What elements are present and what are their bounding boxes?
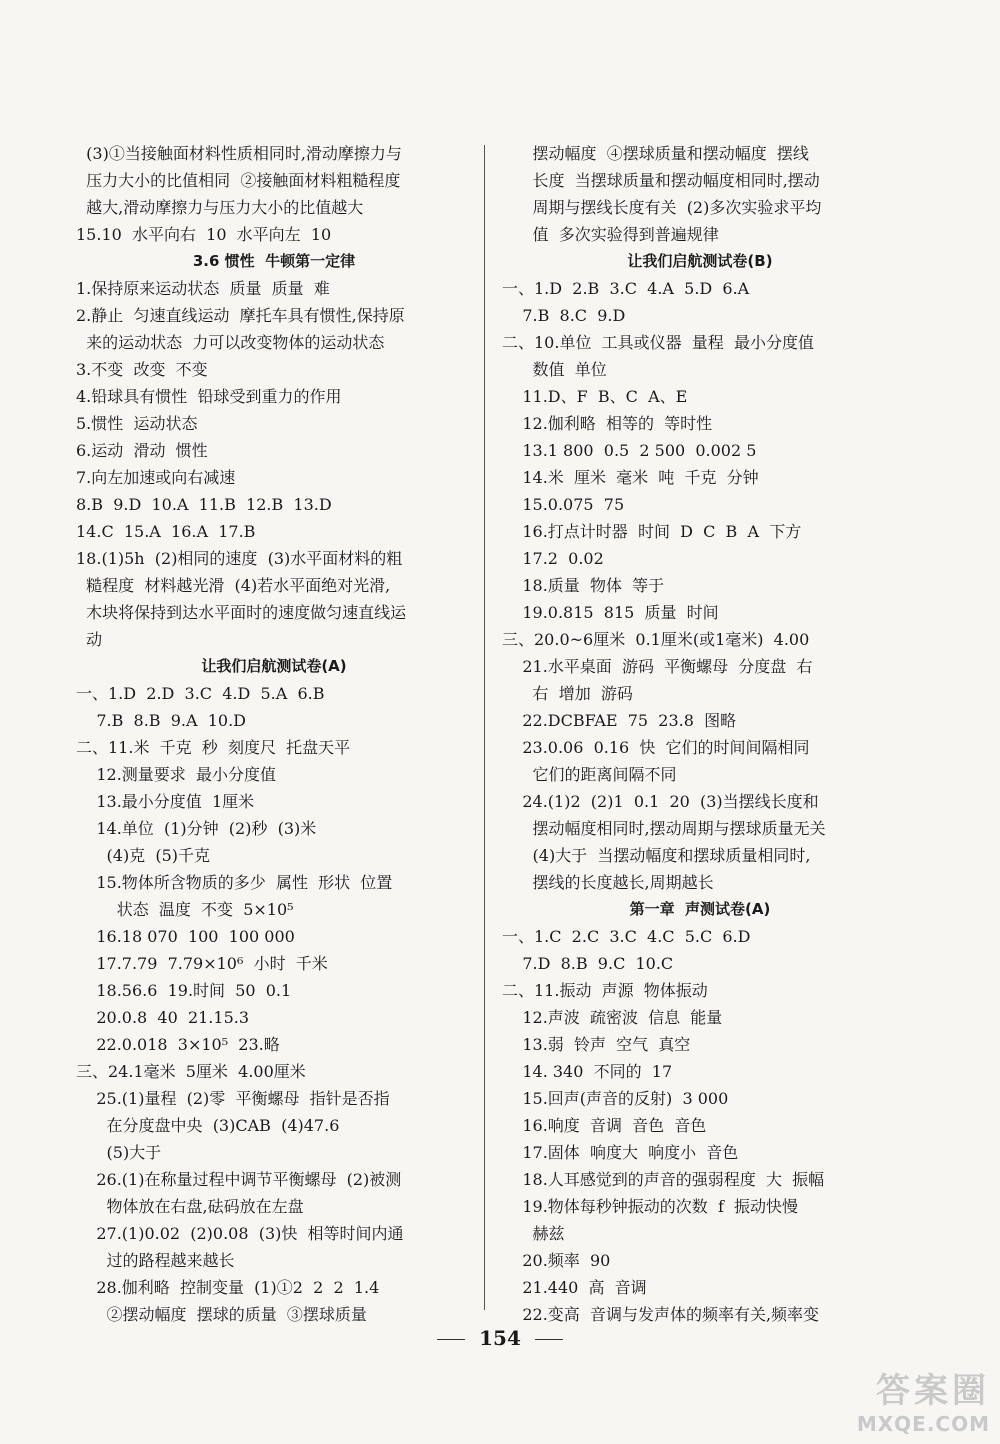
answer-line: 右 增加 游码 <box>502 684 633 703</box>
answer-line: 22.0.018 3×10⁵ 23.略 <box>76 1035 280 1054</box>
answer-line: 8.B 9.D 10.A 11.B 12.B 13.D <box>76 495 332 514</box>
answer-line: 14.米 厘米 毫米 吨 千克 分钟 <box>502 468 759 487</box>
answer-line: 13.最小分度值 1厘米 <box>76 792 255 811</box>
section-heading: 3.6 惯性 牛顿第一定律 <box>192 252 356 270</box>
answer-line: 14. 340 不同的 17 <box>502 1062 673 1081</box>
answer-line: 动 <box>76 630 103 649</box>
answer-line: 19.物体每秒钟振动的次数 f 振动快慢 <box>502 1197 799 1216</box>
answer-line: (4)大于 当摆动幅度和摆球质量相同时, <box>502 846 811 865</box>
answer-line: 摆线的长度越长,周期越长 <box>502 873 714 892</box>
answer-line: 21.水平桌面 游码 平衡螺母 分度盘 右 <box>502 657 813 676</box>
answer-line: 一、1.D 2.D 3.C 4.D 5.A 6.B <box>76 684 325 703</box>
page-number-dash-right <box>535 1339 563 1340</box>
answer-line: 20.频率 90 <box>502 1251 611 1270</box>
answer-line: 越大,滑动摩擦力与压力大小的比值越大 <box>76 198 364 217</box>
section-heading: 让我们启航测试卷(B) <box>627 252 773 270</box>
answer-line: 赫兹 <box>502 1224 565 1243</box>
answer-line: 22.变高 音调与发声体的频率有关,频率变 <box>502 1305 820 1324</box>
right-answer-column <box>502 140 898 1328</box>
page-number <box>0 1326 1000 1350</box>
answer-line: 一、1.C 2.C 3.C 4.C 5.C 6.D <box>502 927 751 946</box>
answer-line: 24.(1)2 (2)1 0.1 20 (3)当摆线长度和 <box>502 792 819 811</box>
answer-line: 1.保持原来运动状态 质量 质量 难 <box>76 279 330 298</box>
answer-line: 18.56.6 19.时间 50 0.1 <box>76 981 292 1000</box>
section-heading: 让我们启航测试卷(A) <box>201 657 347 675</box>
answer-line: 27.(1)0.02 (2)0.08 (3)快 相等时间内通 <box>76 1224 404 1243</box>
answer-line: (3)①当接触面材料性质相同时,滑动摩擦力与 <box>76 144 402 163</box>
answer-line: 5.惯性 运动状态 <box>76 414 198 433</box>
answer-line: 周期与摆线长度有关 (2)多次实验求平均 <box>502 198 822 217</box>
answer-line: 19.0.815 815 质量 时间 <box>502 603 719 622</box>
answer-line: 28.伽利略 控制变量 (1)①2 2 2 1.4 <box>76 1278 380 1297</box>
answer-line: 13.弱 铃声 空气 真空 <box>502 1035 691 1054</box>
answer-line: 12.声波 疏密波 信息 能量 <box>502 1008 723 1027</box>
answer-line: (4)克 (5)千克 <box>76 846 211 865</box>
answer-line: 25.(1)量程 (2)零 平衡螺母 指针是否指 <box>76 1089 390 1108</box>
watermark-logo <box>857 1363 990 1436</box>
answer-line: ②摆动幅度 摆球的质量 ③摆球质量 <box>76 1305 367 1324</box>
answer-line: 17.固体 响度大 响度小 音色 <box>502 1143 739 1162</box>
section-heading: 第一章 声测试卷(A) <box>629 900 771 918</box>
answer-line: 26.(1)在称量过程中调节平衡螺母 (2)被测 <box>76 1170 402 1189</box>
answer-line: 13.1 800 0.5 2 500 0.002 5 <box>502 441 757 460</box>
answer-line: 22.DCBFAE 75 23.8 图略 <box>502 711 737 730</box>
answer-line: 它们的距离间隔不同 <box>502 765 677 784</box>
answer-line: 物体放在右盘,砝码放在左盘 <box>76 1197 304 1216</box>
answer-line: 三、24.1毫米 5厘米 4.00厘米 <box>76 1062 306 1081</box>
watermark-title: 答案圈 <box>876 1371 990 1411</box>
answer-line: 7.D 8.B 9.C 10.C <box>502 954 674 973</box>
answer-line: 来的运动状态 力可以改变物体的运动状态 <box>76 333 385 352</box>
answer-line: 14.C 15.A 16.A 17.B <box>76 522 256 541</box>
answer-line: 糙程度 材料越光滑 (4)若水平面绝对光滑, <box>76 576 391 595</box>
answer-line: 12.伽利略 相等的 等时性 <box>502 414 713 433</box>
answer-line: 二、11.米 千克 秒 刻度尺 托盘天平 <box>76 738 351 757</box>
answer-line: 23.0.06 0.16 快 它们的时间间隔相同 <box>502 738 810 757</box>
answer-line: 7.B 8.C 9.D <box>502 306 626 325</box>
answer-line: 在分度盘中央 (3)CAB (4)47.6 <box>76 1116 340 1135</box>
answer-line: 15.物体所含物质的多少 属性 形状 位置 <box>76 873 393 892</box>
answer-line: 木块将保持到达水平面时的速度做匀速直线运 <box>76 603 407 622</box>
answer-line: 16.打点计时器 时间 D C B A 下方 <box>502 522 802 541</box>
answer-line: (5)大于 <box>76 1143 162 1162</box>
answer-line: 3.不变 改变 不变 <box>76 360 208 379</box>
answer-line: 长度 当摆球质量和摆动幅度相同时,摆动 <box>502 171 820 190</box>
page-number-text: 154 <box>479 1326 521 1350</box>
answer-line: 二、10.单位 工具或仪器 量程 最小分度值 <box>502 333 814 352</box>
answer-line: 18.质量 物体 等于 <box>502 576 665 595</box>
answer-line: 17.7.79 7.79×10⁶ 小时 千米 <box>76 954 328 973</box>
answer-line: 值 多次实验得到普遍规律 <box>502 225 719 244</box>
answer-line: 18.人耳感觉到的声音的强弱程度 大 振幅 <box>502 1170 825 1189</box>
answer-line: 摆动幅度相同时,摆动周期与摆球质量无关 <box>502 819 826 838</box>
answer-line: 二、11.振动 声源 物体振动 <box>502 981 708 1000</box>
answer-line: 15.0.075 75 <box>502 495 625 514</box>
answer-line: 15.10 水平向右 10 水平向左 10 <box>76 225 332 244</box>
answer-line: 7.B 8.B 9.A 10.D <box>76 711 246 730</box>
answer-line: 20.0.8 40 21.15.3 <box>76 1008 250 1027</box>
answer-line: 摆动幅度 ④摆球质量和摆动幅度 摆线 <box>502 144 809 163</box>
answer-line: 14.单位 (1)分钟 (2)秒 (3)米 <box>76 819 317 838</box>
answer-line: 6.运动 滑动 惯性 <box>76 441 208 460</box>
left-answer-column <box>76 140 472 1328</box>
answer-line: 18.(1)5h (2)相同的速度 (3)水平面材料的粗 <box>76 549 403 568</box>
answer-line: 压力大小的比值相同 ②接触面材料粗糙程度 <box>76 171 401 190</box>
answer-line: 7.向左加速或向右减速 <box>76 468 236 487</box>
page-number-dash-left <box>437 1339 465 1340</box>
answer-line: 16.响度 音调 音色 音色 <box>502 1116 707 1135</box>
answer-line: 12.测量要求 最小分度值 <box>76 765 276 784</box>
watermark-url: MXQE.COM <box>856 1412 990 1436</box>
answer-line: 2.静止 匀速直线运动 摩托车具有惯性,保持原 <box>76 306 405 325</box>
answer-line: 三、20.0~6厘米 0.1厘米(或1毫米) 4.00 <box>502 630 810 649</box>
answer-line: 一、1.D 2.B 3.C 4.A 5.D 6.A <box>502 279 750 298</box>
answer-line: 4.铅球具有惯性 铅球受到重力的作用 <box>76 387 342 406</box>
column-divider <box>484 145 485 1310</box>
answer-line: 数值 单位 <box>502 360 607 379</box>
answer-line: 17.2 0.02 <box>502 549 604 568</box>
answer-line: 15.回声(声音的反射) 3 000 <box>502 1089 729 1108</box>
answer-line: 16.18 070 100 100 000 <box>76 927 295 946</box>
answer-line: 21.440 高 音调 <box>502 1278 647 1297</box>
answer-line: 状态 温度 不变 5×10⁵ <box>76 900 294 919</box>
answer-line: 过的路程越来越长 <box>76 1251 235 1270</box>
answer-line: 11.D、F B、C A、E <box>502 387 688 406</box>
